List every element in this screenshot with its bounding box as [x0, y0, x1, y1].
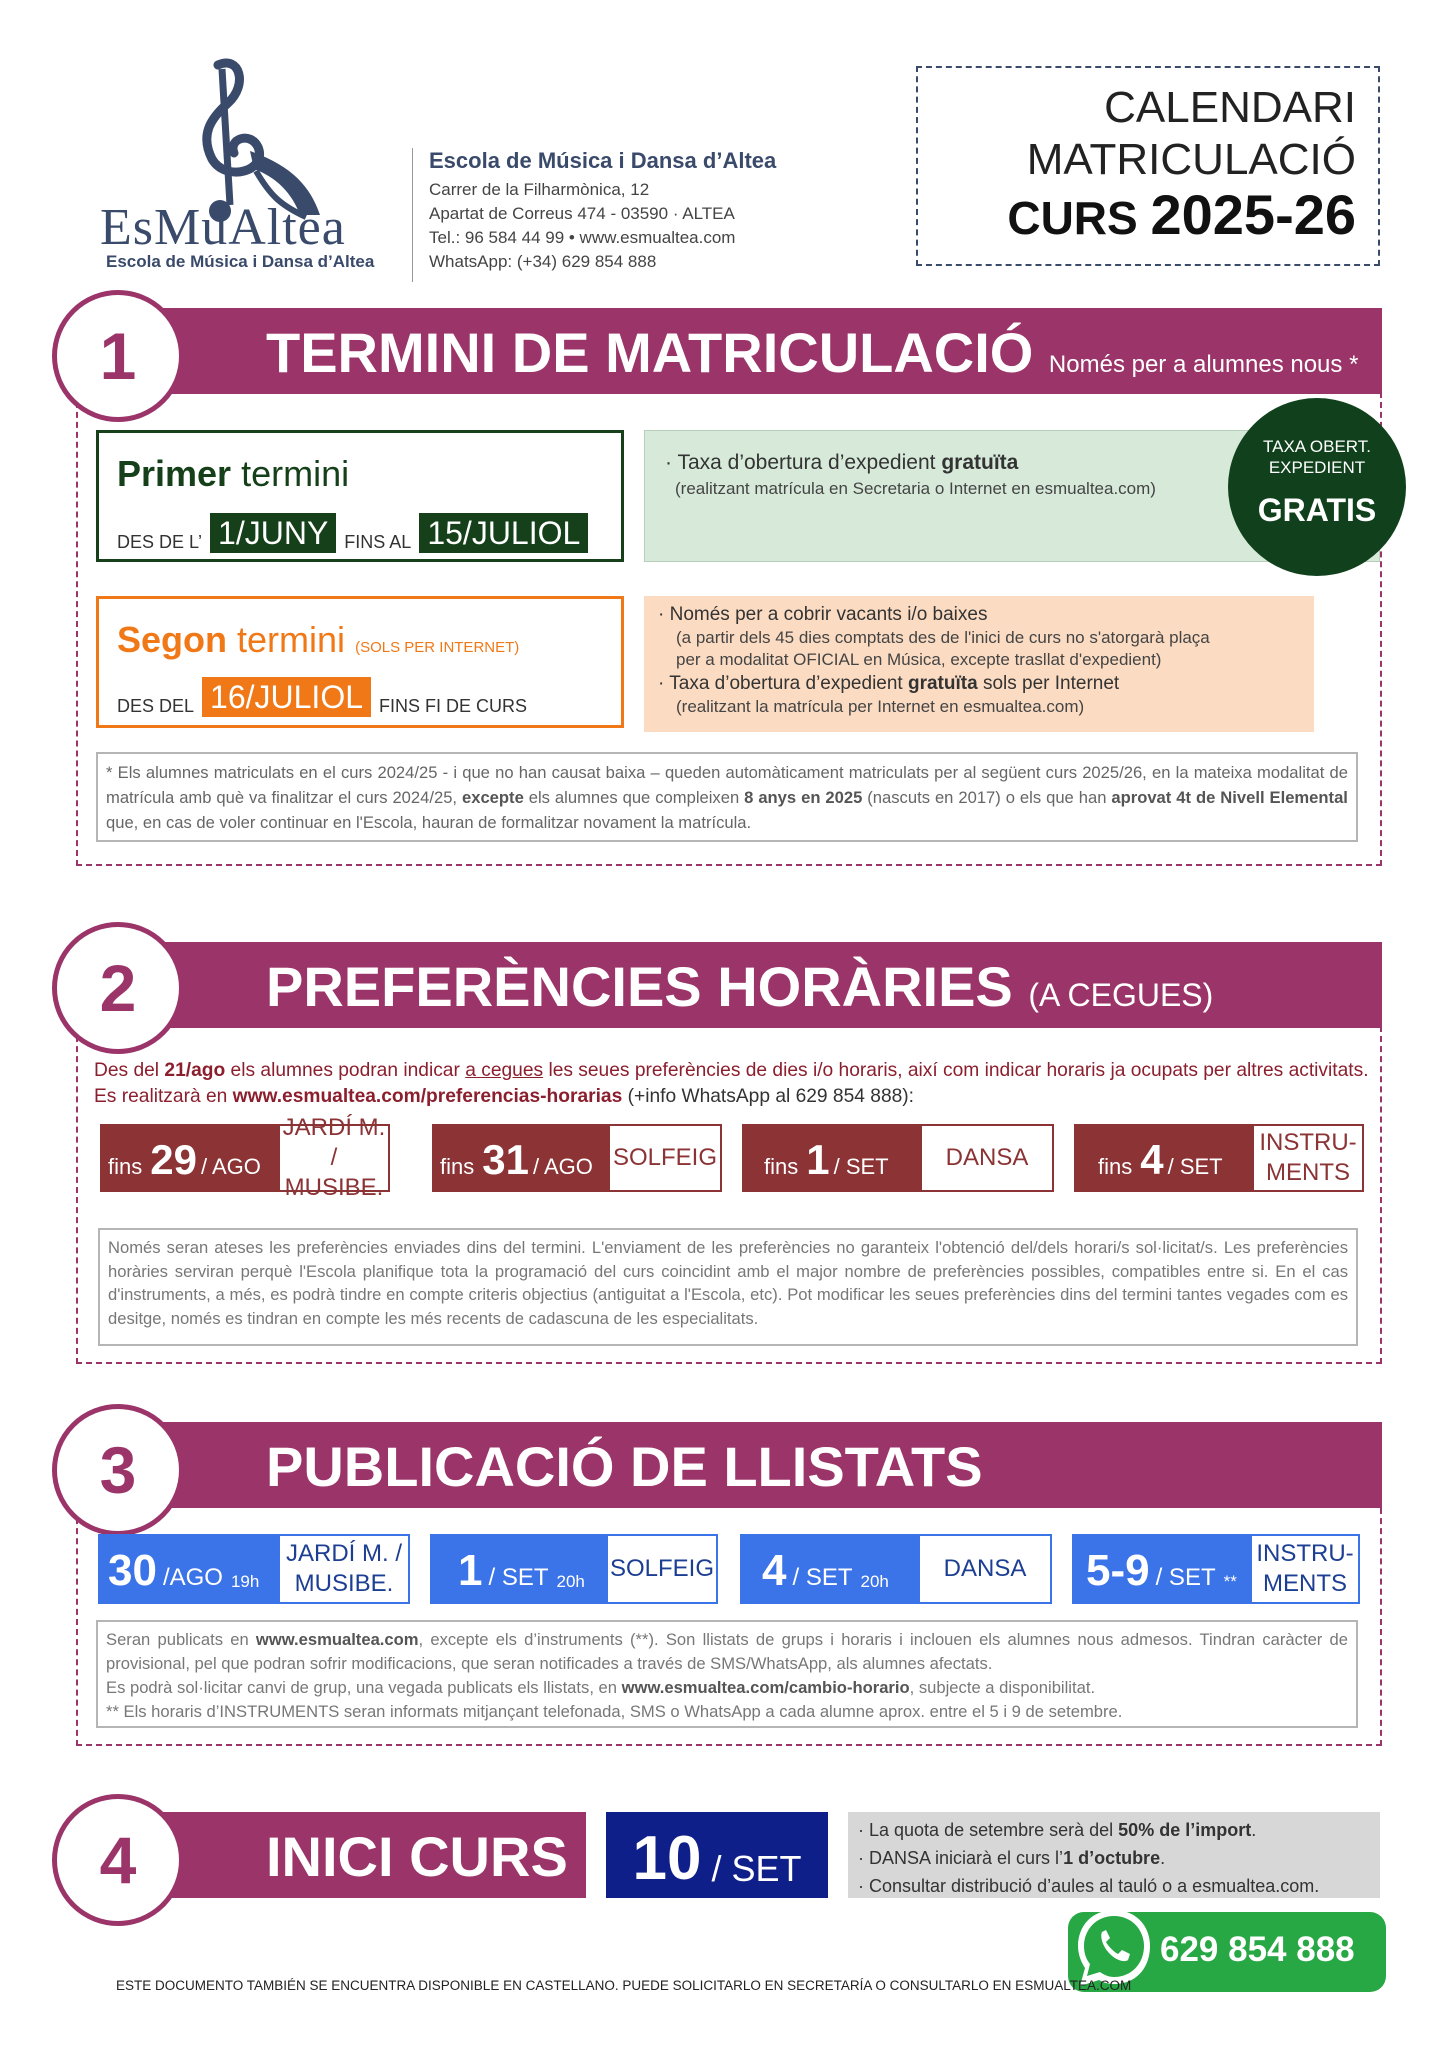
term-heading-bold: Primer: [117, 453, 232, 494]
free-fee-badge: [1228, 398, 1406, 576]
badge-line: EXPEDIENT: [1268, 458, 1366, 477]
publication-month: / SET: [1155, 1564, 1216, 1591]
badge-main: GRATIS: [1257, 492, 1377, 528]
site-link[interactable]: www.esmualtea.com: [255, 1630, 419, 1649]
list-publication-date: [1072, 1534, 1360, 1604]
from-label: DES DEL: [117, 696, 195, 716]
term-heading-rest: termini: [241, 453, 350, 494]
calendar-title-line: CALENDARI: [1104, 83, 1356, 132]
intro-text: (+info WhatsApp al 629 854 888):: [627, 1086, 915, 1107]
deadline-month: / SET: [1167, 1154, 1223, 1179]
note-text: (nascuts en 2017) o els que han: [867, 788, 1107, 807]
section1-note: [96, 752, 1358, 842]
label-line: MENTS: [1262, 1570, 1347, 1597]
deadline-day: 1: [806, 1136, 830, 1183]
curs-label: CURS: [1007, 192, 1138, 244]
preference-deadline: [1074, 1124, 1364, 1192]
contact-block: [412, 148, 776, 282]
deadline-label: [610, 1126, 720, 1190]
whatsapp-number: 629 854 888: [1160, 1930, 1355, 1969]
term-heading-bold: Segon: [117, 619, 228, 660]
second-term-box: [96, 596, 624, 728]
first-term-box: [96, 430, 624, 562]
info-line: · Consultar distribució d’aules al tauló o a esmualtea.com.: [858, 1876, 1320, 1896]
section-number-badge: 4: [52, 1794, 184, 1926]
deadline-label: [922, 1126, 1052, 1190]
address-line: Carrer de la Filharmònica, 12: [429, 180, 650, 199]
publication-month: / SET: [488, 1564, 549, 1591]
label-line: JARDÍ M. /: [285, 1540, 402, 1567]
address-line: Apartat de Correus 474 - 03590 · ALTEA: [429, 204, 735, 223]
logo-subtitle: Escola de Música i Dansa d’Altea: [106, 252, 375, 271]
info-text: · La quota de setembre serà del: [858, 1820, 1114, 1840]
deadline-month: / AGO: [532, 1154, 593, 1179]
publication-day: 5-9: [1086, 1546, 1150, 1595]
publication-date: [1074, 1536, 1252, 1602]
phone-web-line: Tel.: 96 584 44 99 • www.esmualtea.com: [429, 228, 736, 247]
calendar-title-line: MATRICULACIÓ: [1026, 135, 1356, 184]
deadline-prefix: fins: [1098, 1154, 1133, 1179]
label-line: MENTS: [1265, 1159, 1350, 1186]
note-text: , excepte els d’instruments (**). Son llistats de grups i horaris i inclouen els alumnes nous admesos. Tindran caràcter de provisional, pel que podran sofrir modificacions, que seran notificades a través de SMS/WhatsApp, als alumnes afectats.: [106, 1630, 1348, 1673]
deadline-prefix: fins: [108, 1154, 143, 1179]
publication-day: 30: [108, 1546, 157, 1595]
section-subtitle: (A CEGUES): [1028, 977, 1214, 1013]
label-line: MUSIBE.: [284, 1174, 384, 1201]
course-start-info: [848, 1812, 1380, 1898]
publication-month: / SET: [792, 1564, 853, 1591]
section1-banner: [116, 308, 1382, 394]
info-text: sols per Internet: [982, 673, 1120, 694]
info-bold: gratuïta: [941, 451, 1019, 474]
start-day: 10: [632, 1824, 702, 1893]
term-heading: [117, 453, 349, 495]
publication-label: [1252, 1536, 1358, 1602]
info-text: .: [1160, 1848, 1166, 1868]
whatsapp-line: WhatsApp: (+34) 629 854 888: [429, 252, 657, 271]
deadline-date: [744, 1126, 922, 1190]
deadline-label: [1254, 1126, 1362, 1190]
to-label: FINS FI DE CURS: [379, 696, 528, 716]
section3-banner: [116, 1422, 1382, 1508]
change-schedule-link[interactable]: www.esmualtea.com/cambio-horario: [621, 1678, 910, 1697]
info-line: · Només per a cobrir vacants i/o baixes: [658, 604, 988, 625]
info-line: (realitzant matrícula en Secretaria o Internet en esmualtea.com): [675, 479, 1156, 498]
from-label: DES DE L’: [117, 532, 203, 552]
section2-banner: [116, 942, 1382, 1028]
deadline-day: 31: [482, 1136, 529, 1183]
intro-bold: 21/ago: [164, 1060, 226, 1081]
section-title-text: PREFERÈNCIES HORÀRIES: [266, 955, 1013, 1018]
section-number-badge: 1: [52, 290, 184, 422]
deadline-label: [280, 1114, 388, 1201]
note-text: ** Els horaris d’INSTRUMENTS seran informats mitjançant telefonada, SMS o WhatsApp a cada alumne aprox. entre el 5 i 9 de setembre.: [106, 1702, 1123, 1721]
year-value: 2025-26: [1150, 183, 1356, 246]
section-number-badge: 2: [52, 922, 184, 1054]
section2-intro: [94, 1058, 1384, 1110]
intro-underline: a cegues: [465, 1060, 544, 1081]
section2-note: Només seran ateses les preferències enviades dins del termini. L'enviament de les preferències no garanteix l'obtenció del/dels horari/s sol·licitat/s. Les preferències horàries serviran perquè l'Escola planifique tota la programació del curs coincidint amb el major nombre de preferències possibles, compatibles entre si. En el cas d'instruments, a més, es podrà tindre en compte criteris objectius (antiguitat a l'Escola, etc). Pot modificar les seues preferències dins del termini tantes vegades com es desitge, només es tindran en compte les més recents de cadascuna de les especialitats.: [98, 1228, 1358, 1346]
intro-text: els alumnes podran indicar: [230, 1060, 460, 1081]
publication-time: 20h: [556, 1572, 585, 1591]
term-heading-rest: termini: [237, 619, 346, 660]
publication-time: 20h: [860, 1572, 889, 1591]
publication-time: **: [1223, 1572, 1237, 1591]
label-line: DANSA: [945, 1144, 1029, 1171]
publication-month: /AGO: [162, 1564, 223, 1591]
list-publication-date: [740, 1534, 1052, 1604]
footer-note: ESTE DOCUMENTO TAMBIÉN SE ENCUENTRA DISPONIBLE EN CASTELLANO. PUEDE SOLICITARLO EN SECRETARÍA O CONSULTARLO EN ESMUALTEA.COM: [116, 1978, 1132, 1993]
info-line: [858, 1844, 1380, 1872]
section4-banner: [116, 1812, 586, 1898]
section-subtitle: Només per a alumnes nous *: [1048, 351, 1359, 378]
badge-line: TAXA OBERT.: [1262, 437, 1372, 456]
section3-note: [96, 1620, 1358, 1728]
deadline-month: / SET: [833, 1154, 889, 1179]
label-line: SOLFEIG: [612, 1144, 718, 1171]
deadline-day: 4: [1140, 1136, 1164, 1183]
note-bold: excepte: [462, 788, 524, 807]
publication-day: 1: [458, 1546, 483, 1595]
note-text: que, en cas de voler continuar en l'Escola, hauran de formalitzar novament la matrícula.: [106, 813, 752, 832]
publication-label: [280, 1536, 408, 1602]
info-line: [658, 671, 1314, 696]
intro-text: Des del: [94, 1060, 160, 1081]
info-text: · Taxa d’obertura d’expedient: [658, 673, 903, 694]
course-start-date: [606, 1812, 828, 1898]
preferences-link[interactable]: www.esmualtea.com/preferencias-horarias: [232, 1086, 623, 1107]
publication-date: [100, 1536, 280, 1602]
term-heading: [117, 619, 519, 661]
section4-title: INICI CURS: [266, 1825, 568, 1888]
from-date: 1/JUNY: [210, 513, 336, 553]
start-month: / SET: [711, 1848, 802, 1889]
label-line: MUSIBE.: [294, 1570, 394, 1597]
publication-label: [920, 1536, 1050, 1602]
note-text: * Els alumnes matriculats en el curs 2024/25 - i que no han causat baixa – queden automàticament matriculats per al següent curs 2025/26, en la mateixa modalitat de matrícula amb què va finalitzar el curs 2024/25,: [106, 763, 1348, 807]
publication-day: 4: [762, 1546, 787, 1595]
publication-time: 19h: [230, 1572, 260, 1591]
intro-text: les seues preferències de dies i/o horaris, així com indicar horaris ja ocupats per altres activitats. Es realitzarà en: [94, 1060, 1369, 1107]
logo-wordmark: EsMuAltea: [100, 199, 346, 256]
deadline-month: / AGO: [200, 1154, 261, 1179]
preference-deadline: [742, 1124, 1054, 1192]
list-publication-date: [98, 1534, 410, 1604]
note-bold: aprovat 4t de Nivell Elemental: [1111, 788, 1348, 807]
term-dates: [117, 513, 588, 553]
section-title-text: TERMINI DE MATRICULACIÓ: [266, 321, 1034, 384]
deadline-date: [102, 1126, 280, 1190]
info-bold: 1 d’octubre: [1063, 1848, 1161, 1868]
section-number-badge: 3: [52, 1404, 184, 1536]
deadline-day: 29: [150, 1136, 197, 1183]
label-line: SOLFEIG: [609, 1555, 715, 1582]
term-dates: [117, 677, 527, 717]
deadline-date: [434, 1126, 610, 1190]
info-line: (realitzant la matrícula per Internet en esmualtea.com): [676, 697, 1085, 716]
info-text: .: [1251, 1820, 1257, 1840]
publication-label: [608, 1536, 716, 1602]
from-date: 16/JULIOL: [202, 677, 371, 717]
deadline-prefix: fins: [440, 1154, 475, 1179]
label-line: DANSA: [943, 1555, 1027, 1582]
second-term-info: [644, 596, 1314, 732]
info-line: (a partir dels 45 dies comptats des de l'inici de curs no s'atorgarà plaça: [676, 628, 1210, 647]
preference-deadline: [100, 1114, 390, 1201]
note-text: Seran publicats en: [106, 1630, 249, 1649]
publication-date: [742, 1536, 920, 1602]
section3-title: PUBLICACIÓ DE LLISTATS: [266, 1435, 983, 1498]
to-date: 15/JULIOL: [419, 513, 588, 553]
term-tag: (SOLS PER INTERNET): [355, 639, 520, 656]
note-text: els alumnes que compleixen: [528, 788, 740, 807]
info-bold: 50% de l’import: [1118, 1820, 1252, 1840]
course-year: [918, 183, 1356, 247]
calendar-title-box: [916, 66, 1380, 266]
note-text: Es podrà sol·licitar canvi de grup, una vegada publicats els llistats, en: [106, 1678, 617, 1697]
section2-title: [266, 954, 1213, 1019]
section1-title: [266, 320, 1358, 385]
list-publication-date: [430, 1534, 718, 1604]
info-text: · Taxa d’obertura d’expedient: [665, 451, 936, 474]
info-line: per a modalitat OFICIAL en Música, excepte trasllat d'expedient): [676, 650, 1162, 669]
org-name: Escola de Música i Dansa d’Altea: [429, 148, 777, 173]
label-line: JARDÍ M. /: [282, 1114, 386, 1171]
to-label: FINS AL: [344, 532, 412, 552]
info-line: [858, 1816, 1380, 1844]
note-bold: 8 anys en 2025: [744, 788, 863, 807]
label-line: INSTRU-: [1256, 1540, 1354, 1567]
deadline-date: [1076, 1126, 1254, 1190]
label-line: INSTRU-: [1259, 1129, 1357, 1156]
preference-deadline: [432, 1124, 722, 1192]
info-bold: gratuïta: [907, 673, 978, 694]
info-text: · DANSA iniciarà el curs l’: [858, 1848, 1064, 1868]
note-text: , subjecte a disponibilitat.: [909, 1678, 1096, 1697]
deadline-prefix: fins: [764, 1154, 799, 1179]
publication-date: [432, 1536, 608, 1602]
